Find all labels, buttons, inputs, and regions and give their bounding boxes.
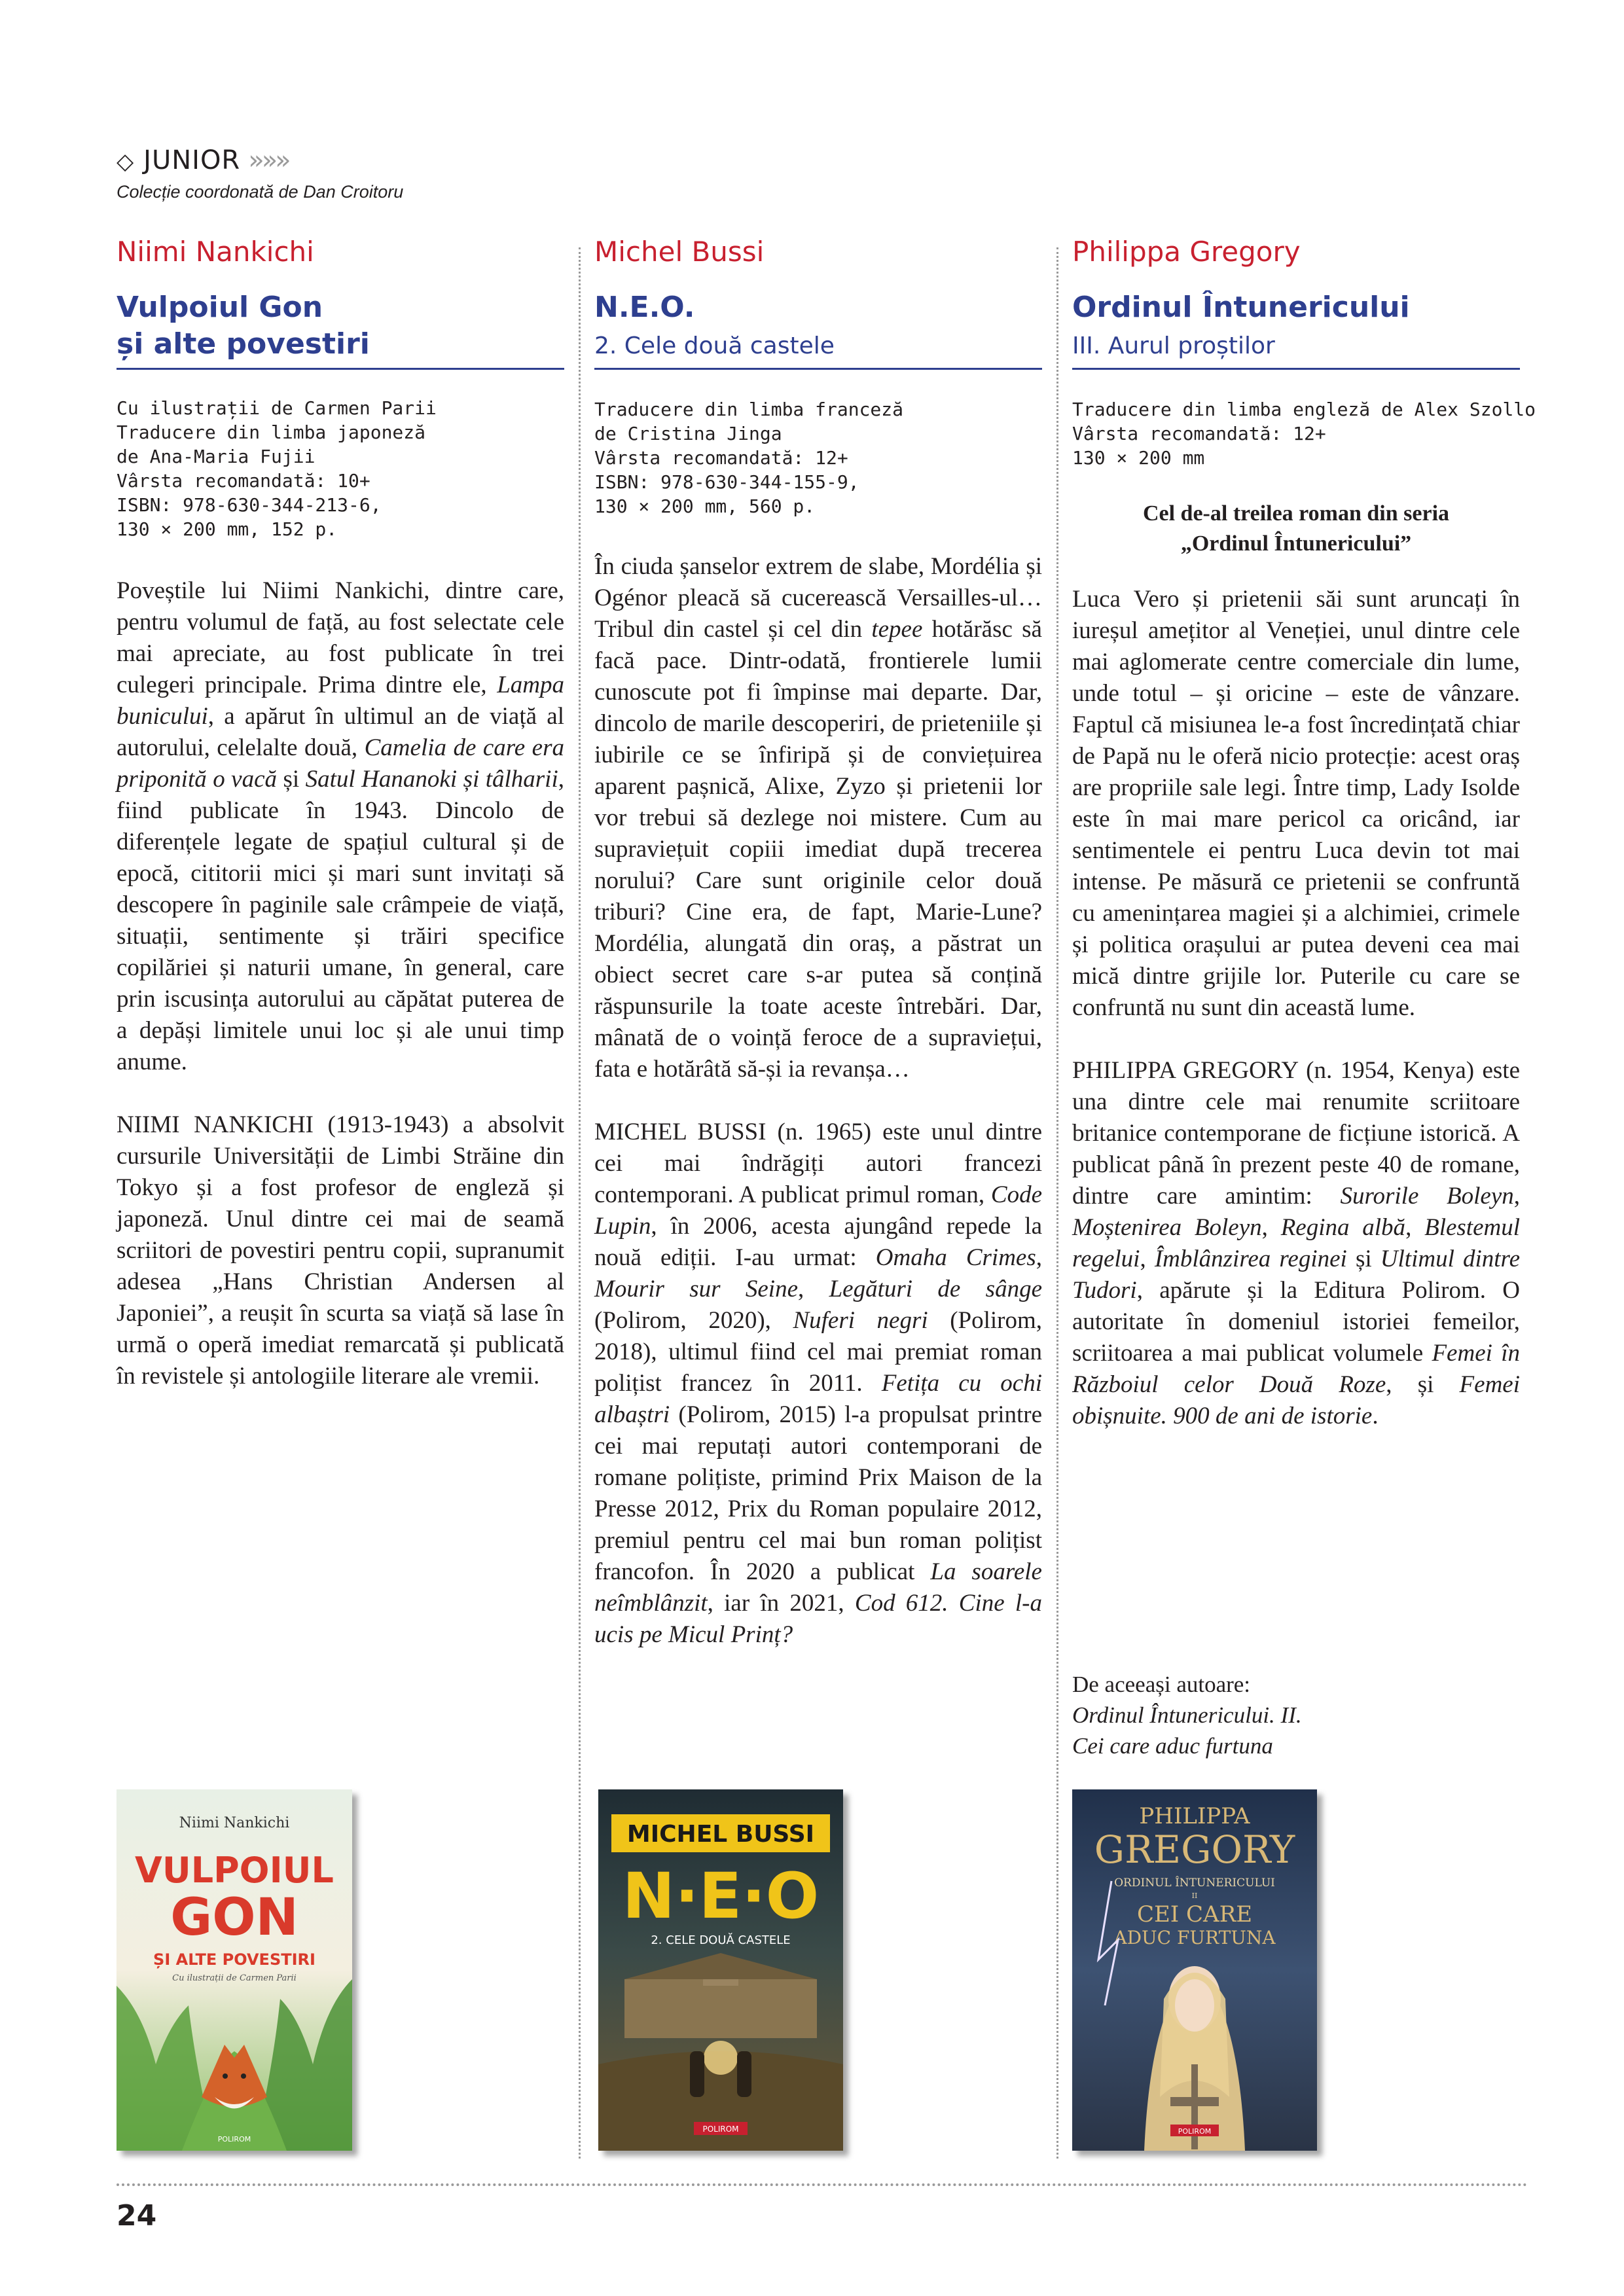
title-rule	[117, 368, 564, 370]
collection-coordinator: Colecție coordonată de Dan Croitoru	[117, 182, 404, 202]
book-column-3	[1072, 236, 1536, 1759]
also-title: Ordinul Întunericului. II.	[1072, 1702, 1302, 1728]
cover-numeral: II	[1191, 1892, 1198, 1900]
cover-author: GREGORY	[1094, 1827, 1295, 1872]
column-divider	[1056, 247, 1058, 2159]
cover-author: Niimi Nankichi	[179, 1815, 290, 1831]
also-label: De aceeași autoare:	[1072, 1672, 1251, 1697]
author-bio: MICHEL BUSSI (n. 1965) este unul dintre cei mai îndrăgiți autori francezi contemporani. A publicat primul roman, Code Lupin, în 2006, acesta ajungând repede la nouă ediții. I-au urmat: Omaha Crimes, Mourir sur Seine, Legături de sânge (Polirom, 2020), Nuferi negri (Polirom, 2018), ultimul fiind cel mai premiat roman polițist francez în 2011. Fetița cu ochi albaștri (Polirom, 2015) l-a propulsat printre cei mai reputați autori contemporani de romane polițiste, primind Prix Maison de la Presse 2012, Prix du Roman populaire 2012, premiul pentru cel mai bun roman polițist francofon. În 2020 a publicat La soarele neîmblânzit, iar în 2021, Cod 612. Cine l-a ucis pe Micul Prinț?	[594, 1119, 1042, 1648]
series-lead: Cel de-al treilea roman din seria „Ordinul Întunericului”	[1142, 501, 1450, 556]
cover-subtitle: 2. CELE DOUĂ CASTELE	[651, 1933, 791, 1947]
section-name: JUNIOR	[143, 145, 241, 175]
title-line: și alte povestiri	[117, 327, 370, 361]
book-title: Ordinul Întunericului	[1072, 291, 1410, 324]
page-number: 24	[117, 2199, 157, 2233]
column-divider	[579, 247, 581, 2159]
also-by-author	[1072, 1669, 1302, 1761]
cover-title: GON	[170, 1888, 298, 1947]
meta-line: 130 × 200 mm, 560 p.	[594, 495, 816, 517]
cover-publisher: POLIROM	[1178, 2127, 1212, 2136]
book-description: Luca Vero și prietenii săi sunt aruncați în iureșul amețitor al Veneției, unul dintre cele mai aglomerate centre comerciale din lume, unde totul – și oricine – este de vânzare. Faptul că misiunea le-a fost încredințată chiar de Papă nu le oferă nicio protecție: acest oraș are propriile sale legi. Între timp, Lady Isolde este în mai mare pericol ca oricând, iar sentimentele ei pentru Luca devin tot mai intense. Pe măsură ce prietenii se confruntă cu amenințarea magiei și a alchimiei, crimele și politica orașului ar putea deveni cea mai mică dintre grijile lor. Puterile cu care se confruntă nu sunt din această lume.	[1072, 586, 1520, 1021]
chevrons-icon: »»»	[248, 145, 289, 175]
meta-line: Traducere din limba engleză de Alex Szollo	[1072, 399, 1536, 420]
author-bio: PHILIPPA GREGORY (n. 1954, Kenya) este una dintre cele mai renumite scriitoare britanice contemporane de ficțiune istorică. A publicat până în prezent peste 40 de romane, dintre care amintim: Surorile Boleyn, Moștenirea Boleyn, Regina albă, Blestemul regelui, Îmblânzirea reginei și Ultimul dintre Tudori, apărute și la Editura Polirom. O autoritate în domeniul istoriei femeilor, scriitoarea a mai publicat volumele Femei în Războiul celor Două Roze, și Femei obișnuite. 900 de ani de istorie.	[1072, 1057, 1520, 1429]
cover-illustrator: Cu ilustrații de Carmen Parii	[172, 1973, 297, 1983]
book-cover-neo	[598, 1789, 843, 2151]
cover-title: VULPOIUL	[135, 1850, 334, 1891]
author-name: Niimi Nankichi	[117, 236, 314, 268]
diamond-icon: ◇	[117, 149, 135, 175]
footer-divider	[117, 2183, 1528, 2186]
meta-line: Traducere din limba japoneză	[117, 422, 426, 443]
title-rule	[1072, 368, 1520, 370]
meta-line: 130 × 200 mm	[1072, 447, 1205, 469]
book-metadata	[1072, 397, 1536, 470]
book-metadata	[117, 396, 564, 541]
cover-title: N·E·O	[622, 1859, 820, 1933]
title-line: Vulpoiul Gon	[117, 291, 323, 324]
book-cover-gregory	[1072, 1789, 1317, 2151]
meta-line: 130 × 200 mm, 152 p.	[117, 518, 338, 540]
book-cover-vulpoiul-gon	[117, 1789, 352, 2151]
book-column-2	[594, 236, 1042, 1651]
meta-line: ISBN: 978-630-344-155-9,	[594, 471, 859, 493]
book-title	[117, 289, 564, 363]
cover-publisher: POLIROM	[217, 2135, 251, 2144]
cover-title: ADUC FURTUNA	[1113, 1927, 1276, 1948]
book-title: N.E.O.	[594, 291, 695, 324]
book-column-1	[117, 236, 564, 1392]
cover-title: CEI CARE	[1136, 1901, 1253, 1928]
meta-line: Vârsta recomandată: 10+	[117, 470, 370, 492]
meta-line: Cu ilustrații de Carmen Parii	[117, 397, 437, 419]
meta-line: de Cristina Jinga	[594, 423, 782, 444]
cover-author: MICHEL BUSSI	[626, 1821, 815, 1848]
title-rule	[594, 368, 1042, 370]
book-description: În ciuda șanselor extrem de slabe, Mordélia și Ogénor pleacă să cucerească Versailles-ul… Tribul din castel și cel din tepee hotărăsc să facă pace. Dintr-odată, frontierele lumii cunoscute pot fi împinse mai departe. Dar, dincolo de marile descoperiri, de prieteniile și iubirile ce se înfiripă și de conviețuirea aparent pașnică, Alixe, Zyzo și prietenii lor vor trebui să dezlege noi mistere. Cum au supraviețuit copiii imediat după trecerea norului? Care sunt originile celor două triburi? Cine era, de fapt, Marie-Lune? Mordélia, alungată din oraș, a păstrat un obiect secret care s-ar putea să conțină răspunsurile la toate aceste întrebări. Dar, mânată de o voință feroce de a supraviețui, fata e hotărâtă să-și ia revanșa…	[594, 553, 1042, 1083]
book-subtitle: III. Aurul proștilor	[1072, 332, 1275, 359]
cover-publisher: POLIROM	[702, 2125, 739, 2134]
meta-line: ISBN: 978-630-344-213-6,	[117, 494, 382, 516]
meta-line: Vârsta recomandată: 12+	[594, 447, 848, 469]
meta-line: Vârsta recomandată: 12+	[1072, 423, 1326, 444]
book-description: Poveștile lui Niimi Nankichi, dintre care, pentru volumul de față, au fost selectate cele mai apreciate, au fost publicate în trei culegeri principale. Prima dintre ele, Lampa bunicului, a apărut în ultimul an de viață al autorului, celelalte două, Camelia de care era priponită o vacă și Satul Hananoki și tâlharii, fiind publicate în 1943. Dincolo de diferențele legate de spațiul cultural și de epocă, cititorii mici și mari sunt invitați să descopere în paginile sale crâmpeie de viață, situații, sentimente și trăiri specifice copilăriei și naturii umane, în general, care prin iscusința autorului au căpătat puterea de a depăși limitele unui loc și ale unui timp anume.	[117, 577, 564, 1075]
meta-line: Traducere din limba franceză	[594, 399, 904, 420]
cover-title: ȘI ALTE POVESTIRI	[153, 1950, 316, 1969]
book-subtitle: 2. Cele două castele	[594, 332, 835, 359]
section-header	[117, 145, 403, 202]
section-label	[117, 145, 403, 175]
also-title: Cei care aduc furtuna	[1072, 1733, 1273, 1759]
author-name: Michel Bussi	[594, 236, 765, 268]
author-name: Philippa Gregory	[1072, 236, 1301, 268]
meta-line: de Ana-Maria Fujii	[117, 446, 316, 467]
book-metadata	[594, 397, 1042, 518]
cover-author: PHILIPPA	[1139, 1803, 1250, 1829]
author-bio: NIIMI NANKICHI (1913-1943) a absolvit cursurile Universității de Limbi Străine din Tokyo și a fost profesor de engleză și japoneză. Unul dintre cei mai de seamă scriitori de povestiri pentru copii, supranumit adesea „Hans Christian Andersen al Japoniei”, a reușit în scurta sa viață să lase în urmă o operă imediat remarcată și publicată în revistele și antologiile literare ale vremii.	[117, 1111, 564, 1390]
cover-series: ORDINUL ÎNTUNERICULUI	[1114, 1876, 1275, 1890]
